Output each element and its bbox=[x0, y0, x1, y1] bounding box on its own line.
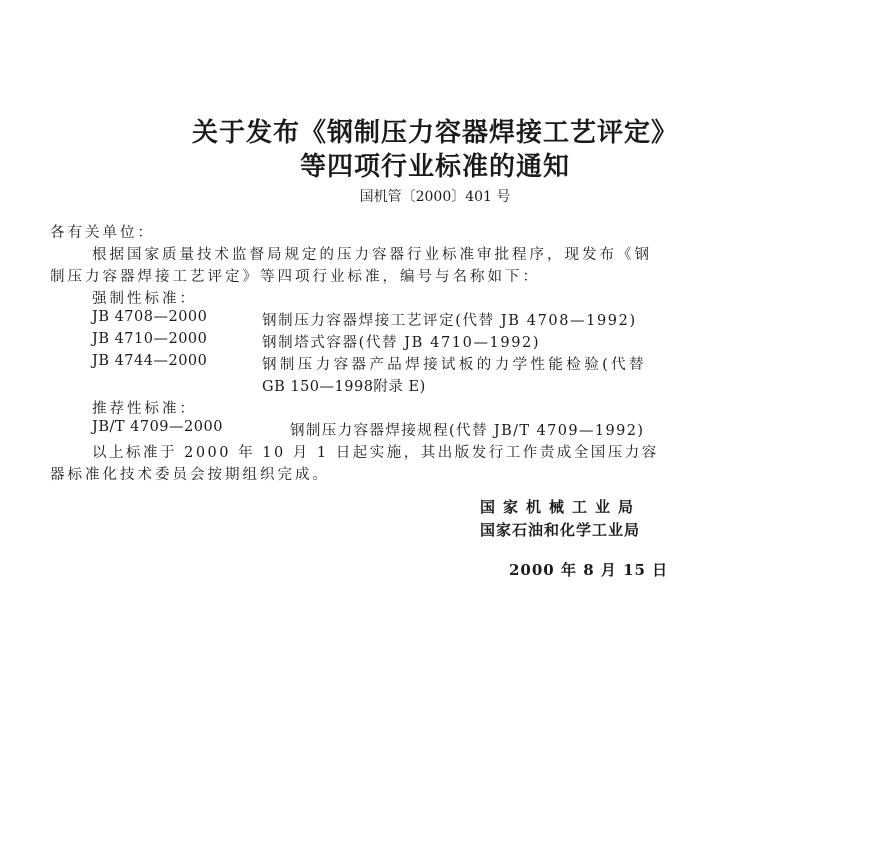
standard-name: 钢制压力容器焊接工艺评定(代替 JB 4708—1992) bbox=[262, 313, 637, 329]
standard-name: 钢制压力容器焊接规程(代替 JB/T 4709—1992) bbox=[290, 423, 645, 439]
standard-name: 钢制压力容器产品焊接试板的力学性能检验(代替 bbox=[262, 357, 647, 373]
document-title-line-2: 等四项行业标准的通知 bbox=[299, 152, 570, 182]
mandatory-heading: 强制性标准： bbox=[92, 291, 197, 307]
standard-name-continued: GB 150—1998附录 E) bbox=[262, 379, 426, 395]
closing-line-1: 以上标准于 2000 年 10 月 1 日起实施，其出版发行工作责成全国压力容 bbox=[92, 445, 659, 461]
document-number: 国机管〔2000〕401 号 bbox=[359, 189, 511, 205]
signatory-org-1: 国家机械工业局 bbox=[480, 498, 642, 516]
standard-name: 钢制塔式容器(代替 JB 4710—1992) bbox=[262, 335, 541, 351]
intro-line-2: 制压力容器焊接工艺评定》等四项行业标准，编号与名称如下： bbox=[50, 269, 540, 285]
signatory-org-2: 国家石油和化学工业局 bbox=[480, 521, 641, 539]
standard-code: JB 4708—2000 bbox=[92, 309, 208, 325]
closing-line-2: 器标准化技术委员会按期组织完成。 bbox=[50, 467, 330, 483]
salutation: 各有关单位： bbox=[50, 225, 155, 241]
standard-code: JB/T 4709—2000 bbox=[92, 419, 223, 435]
standard-code: JB 4744—2000 bbox=[92, 353, 208, 369]
recommended-heading: 推荐性标准： bbox=[92, 401, 197, 417]
intro-line-1: 根据国家质量技术监督局规定的压力容器行业标准审批程序，现发布《钢 bbox=[92, 247, 652, 263]
issue-date: 2000 年 8 月 15 日 bbox=[509, 561, 669, 579]
document-title-line-1: 关于发布《钢制压力容器焊接工艺评定》 bbox=[191, 118, 678, 148]
standard-code: JB 4710—2000 bbox=[92, 331, 208, 347]
